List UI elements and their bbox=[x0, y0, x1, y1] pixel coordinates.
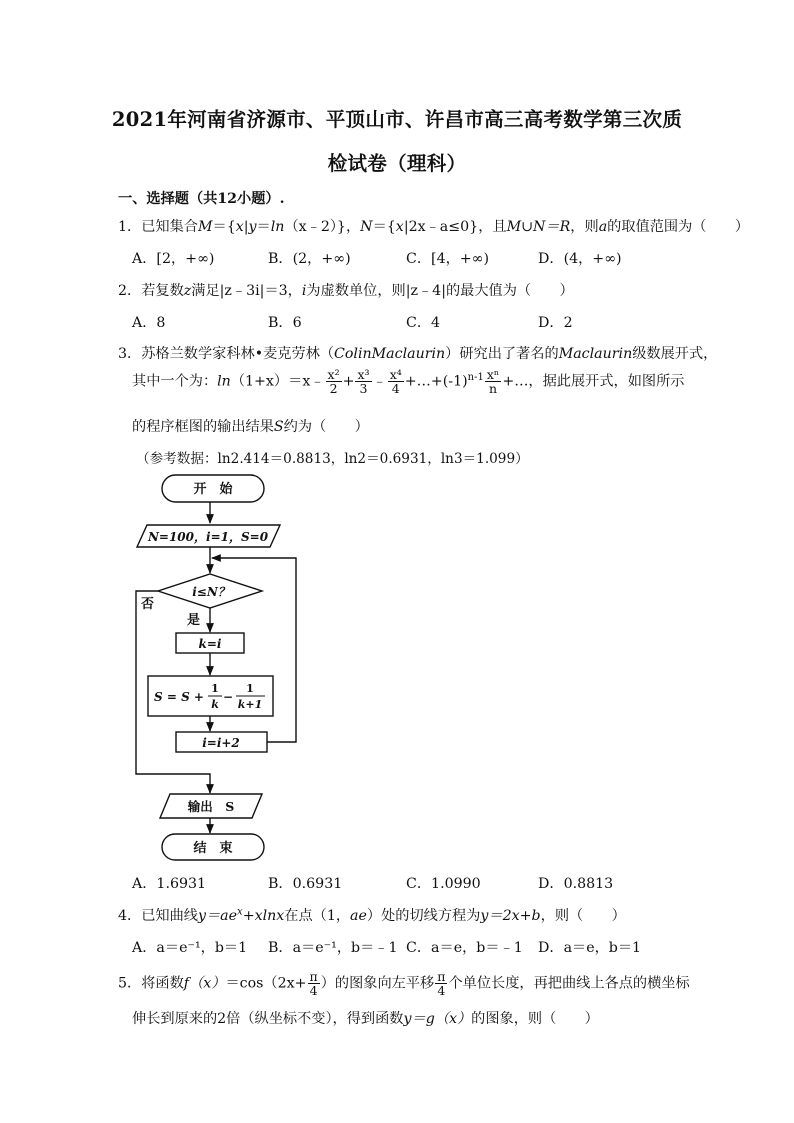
fraction: $\frac{\pi}{4}$ bbox=[309, 969, 318, 999]
q4-option-b: B．a＝e⁻¹，b＝﹣1 bbox=[268, 940, 398, 956]
fraction: $\frac{\text{x³}}{3}$ bbox=[357, 367, 370, 397]
q1-option-c: C．[4，+∞) bbox=[406, 251, 490, 267]
q3-flowchart bbox=[120, 470, 320, 865]
q1-number: 1． bbox=[118, 219, 142, 235]
q3-reference-data: （参考数据：ln2.414＝0.8813，ln2＝0.6931，ln3＝1.099） bbox=[136, 451, 529, 467]
q3-option-c: C．1.0990 bbox=[406, 876, 481, 892]
q1-option-b: B．(2，+∞) bbox=[268, 251, 351, 267]
q4-option-a: A．a＝e⁻¹，b＝1 bbox=[132, 940, 248, 956]
q4-option-c: C．a＝e，b＝﹣1 bbox=[406, 940, 523, 956]
exam-title-line2: 检试卷（理科） bbox=[327, 152, 467, 175]
flow-init-label: N=100，i=1，S=0 bbox=[147, 530, 269, 544]
q5-line2: 伸长到原来的2倍（纵坐标不变），得到函数y＝g（x）的图象，则（ ） bbox=[132, 1011, 599, 1027]
fraction: $\frac{\text{xⁿ}}{n}$ bbox=[486, 367, 500, 397]
q3-number: 3． bbox=[118, 346, 142, 362]
flow-no-label: 否 bbox=[141, 597, 155, 612]
q3-option-b: B．0.6931 bbox=[268, 876, 343, 892]
question-5: 5．将函数f（x）＝cos（2x+ $\frac{\pi}{4}$ ）的图象向左平移 $\frac{\pi}{4}$ 个单位长度，再把曲线上各点的横坐标 bbox=[118, 969, 690, 999]
fraction: $\frac{\pi}{4}$ bbox=[437, 969, 446, 999]
flow-output-label: 输出 S bbox=[187, 799, 235, 814]
svg-text:k+1: k+1 bbox=[237, 698, 263, 711]
q3-option-d: D．0.8813 bbox=[538, 876, 614, 892]
q3-series-line: 其中一个为：ln（1+x）＝x﹣ $\frac{\text{x²}}{2}$ + $\frac{\text{x³}}{3}$ ﹣ $\frac{\text{x⁴}}{4}$ $+\dots+(-1)^{n-1}$ $\frac{\text{xⁿ}}{n}$ +…，据此展开式，如图所示 bbox=[132, 367, 685, 397]
q3-option-a: A．1.6931 bbox=[132, 876, 207, 892]
section-header: 一、选择题（共12小题）. bbox=[118, 191, 285, 207]
fraction: $\frac{\text{x⁴}}{4}$ bbox=[389, 367, 402, 397]
q1-text: 已知集合 bbox=[141, 219, 198, 235]
q1-option-d: D．(4，+∞) bbox=[538, 251, 622, 267]
q2-number: 2． bbox=[118, 283, 142, 299]
q4-number: 4． bbox=[118, 908, 142, 924]
q3-line3: 的程序框图的输出结果S约为（ ） bbox=[132, 419, 369, 435]
exam-title-line1: 2021年河南省济源市、平顶山市、许昌市高三高考数学第三次质 bbox=[111, 108, 683, 131]
fraction: $\frac{\text{x²}}{2}$ bbox=[327, 367, 340, 397]
question-2: 2．若复数z满足|z﹣3i|＝3，i为虚数单位，则|z﹣4|的最大值为（ ） bbox=[118, 283, 574, 299]
q1-option-a: A．[2，+∞) bbox=[132, 251, 215, 267]
q5-number: 5． bbox=[118, 975, 142, 992]
question-1: 1．已知集合M＝{x|y＝ln（x﹣2）}，N＝{x|2x﹣a≤0}，且M∪N＝R，则a的取值范围为（ ） bbox=[118, 219, 750, 235]
svg-text:−: − bbox=[222, 690, 234, 704]
svg-text:1: 1 bbox=[211, 682, 219, 695]
flow-step-k-label: k=i bbox=[198, 637, 222, 651]
q4-option-d: D．a＝e，b＝1 bbox=[538, 940, 642, 956]
q2-option-b: B．6 bbox=[268, 315, 302, 331]
flow-start-label: 开 始 bbox=[193, 482, 233, 497]
q2-option-a: A．8 bbox=[132, 315, 166, 331]
flow-sum-lhs: S = S + bbox=[154, 690, 204, 704]
flow-yes-label: 是 bbox=[187, 613, 201, 628]
flow-cond-label: i≤N？ bbox=[192, 585, 230, 599]
question-4: 4．已知曲线$y=ae^x+xlnx$在点（1，ae）处的切线方程为y＝2x+b，则（ ） bbox=[118, 906, 626, 924]
svg-text:1: 1 bbox=[246, 682, 254, 695]
flow-end-label: 结 束 bbox=[193, 841, 233, 856]
question-3: 3．苏格兰数学家科林•麦克劳林（ColinMaclaurin）研究出了著名的Maclaurin级数展开式， bbox=[118, 346, 718, 362]
svg-text:k: k bbox=[211, 698, 219, 711]
q2-option-c: C．4 bbox=[406, 315, 441, 331]
q2-option-d: D．2 bbox=[538, 315, 573, 331]
flow-step-increment-label: i=i+2 bbox=[202, 736, 240, 750]
